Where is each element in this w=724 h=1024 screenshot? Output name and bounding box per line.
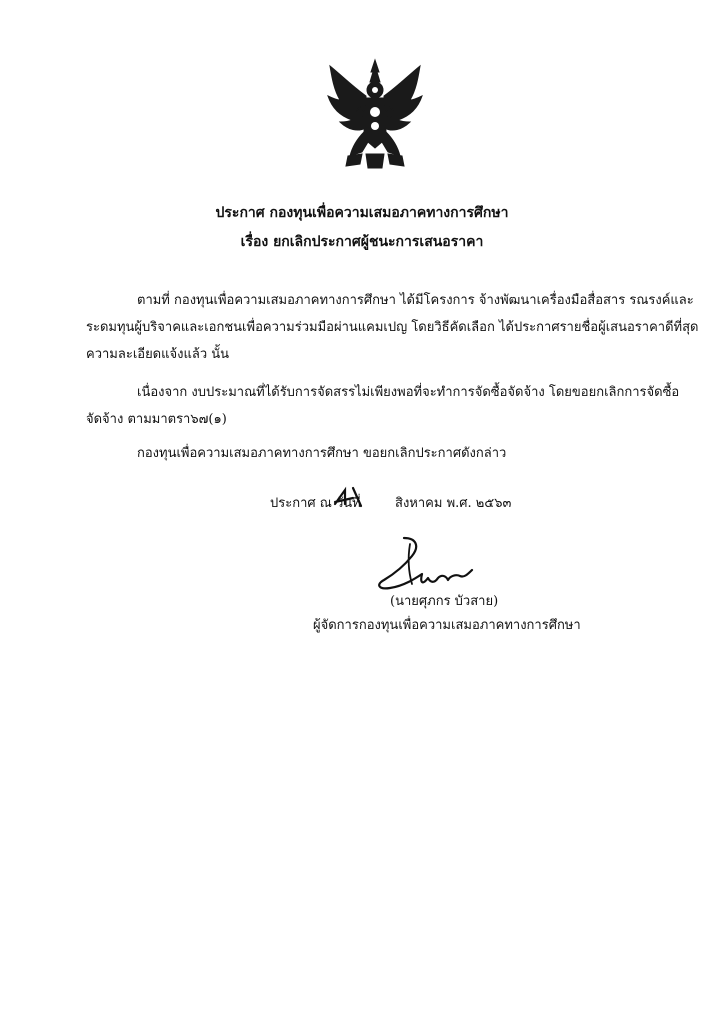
paragraph-line: จัดจ้าง ตามมาตรา๖๗(๑) <box>86 412 227 427</box>
signature-icon <box>360 534 480 596</box>
paragraph-line: ระดมทุนผู้บริจาคและเอกชนเพื่อความร่วมมือผ่านแคมเปญ โดยวิธีคัดเลือก ได้ประกาศรายชื่อผู้เสนอราคาดีที่สุด <box>86 320 699 335</box>
signer-position: ผู้จัดการกองทุนเพื่อความเสมอภาคทางการศึกษา <box>313 618 581 633</box>
announcement-date <box>270 492 511 513</box>
paragraph-reason <box>86 379 679 433</box>
garuda-emblem-icon <box>322 56 428 174</box>
signer-name: (นายศุภกร บัวสาย) <box>390 594 499 609</box>
announcement-title: ประกาศ กองทุนเพื่อความเสมอภาคทางการศึกษา <box>215 205 509 221</box>
paragraph-line: เนื่องจาก งบประมาณที่ได้รับการจัดสรรไม่เพียงพอที่จะทำการจัดซื้อจัดจ้าง โดยขอยกเลิกการจัดซื้อ <box>137 385 680 400</box>
paragraph-background <box>86 287 698 368</box>
paragraph-line: ความละเอียดแจ้งแล้ว นั้น <box>86 347 230 362</box>
paragraph-cancellation: กองทุนเพื่อความเสมอภาคทางการศึกษา ขอยกเลิกประกาศดังกล่าว <box>137 446 507 461</box>
date-month-year: สิงหาคม พ.ศ. ๒๕๖๓ <box>395 496 512 511</box>
announcement-subject: เรื่อง ยกเลิกประกาศผู้ชนะการเสนอราคา <box>240 234 484 250</box>
date-prefix: ประกาศ ณ วันที่ <box>270 496 361 511</box>
paragraph-line: ตามที่ กองทุนเพื่อความเสมอภาคทางการศึกษา ได้มีโครงการ จ้างพัฒนาเครื่องมือสื่อสาร รณรงค์และ <box>137 293 694 308</box>
handwritten-day-icon <box>331 484 365 510</box>
